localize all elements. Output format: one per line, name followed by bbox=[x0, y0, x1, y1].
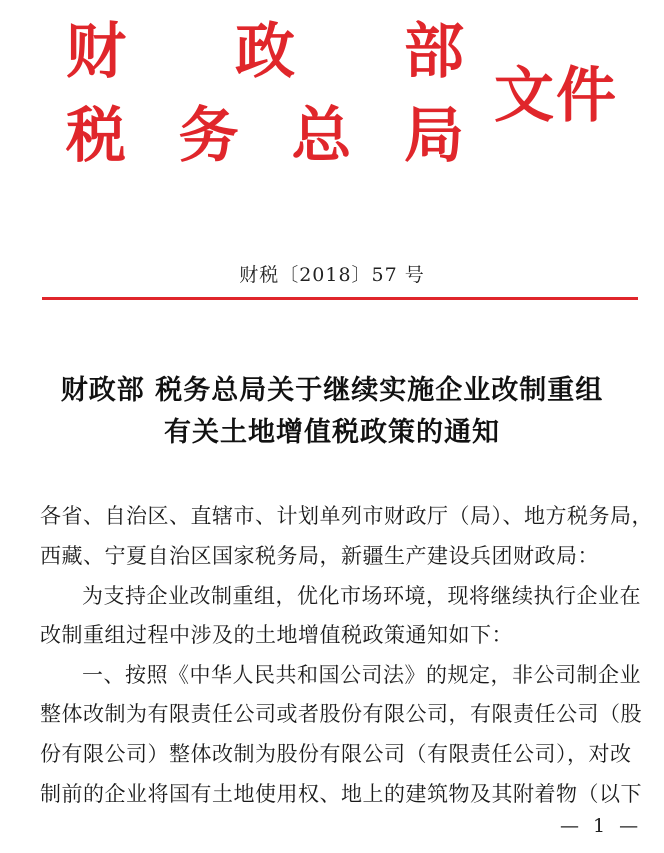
issuer-name-line-2 bbox=[66, 101, 464, 171]
issuer-char: 总 bbox=[291, 101, 352, 171]
intro-line-2: 改制重组过程中涉及的土地增值税政策通知如下： bbox=[40, 623, 513, 647]
document-number: 财税〔2018〕57 号 bbox=[239, 264, 425, 286]
clause-1-line-1: 一、按照《中华人民共和国公司法》的规定，非公司制企业 bbox=[82, 663, 641, 687]
issuer-char: 财 bbox=[66, 17, 126, 87]
issuer-char: 税 bbox=[66, 101, 126, 171]
red-divider-line bbox=[42, 297, 638, 300]
document-label: 文件 bbox=[494, 61, 618, 131]
page-number: — 1 — bbox=[560, 815, 643, 837]
intro-line-1: 为支持企业改制重组，优化市场环境，现将继续执行企业在 bbox=[82, 584, 641, 608]
issuer-char: 局 bbox=[403, 101, 464, 171]
document-title-line-2: 有关土地增值税政策的通知 bbox=[164, 417, 500, 448]
addressee-line-1: 各省、自治区、直辖市、计划单列市财政厅（局）、地方税务局， bbox=[40, 504, 653, 528]
document-title-line-1: 财政部 税务总局关于继续实施企业改制重组 bbox=[60, 375, 604, 406]
issuer-name-line-1 bbox=[66, 17, 464, 87]
issuer-char: 政 bbox=[235, 17, 295, 87]
issuer-char: 部 bbox=[404, 17, 464, 87]
addressee-line-2: 西藏、宁夏自治区国家税务局，新疆生产建设兵团财政局： bbox=[40, 544, 599, 568]
clause-1-line-3: 份有限公司）整体改制为股份有限公司（有限责任公司），对改 bbox=[40, 742, 632, 766]
clause-1-line-4: 制前的企业将国有土地使用权、地上的建筑物及其附着物（以下 bbox=[40, 782, 642, 806]
clause-1-line-2: 整体改制为有限责任公司或者股份有限公司，有限责任公司（股 bbox=[40, 702, 642, 726]
issuer-char: 务 bbox=[178, 101, 239, 171]
